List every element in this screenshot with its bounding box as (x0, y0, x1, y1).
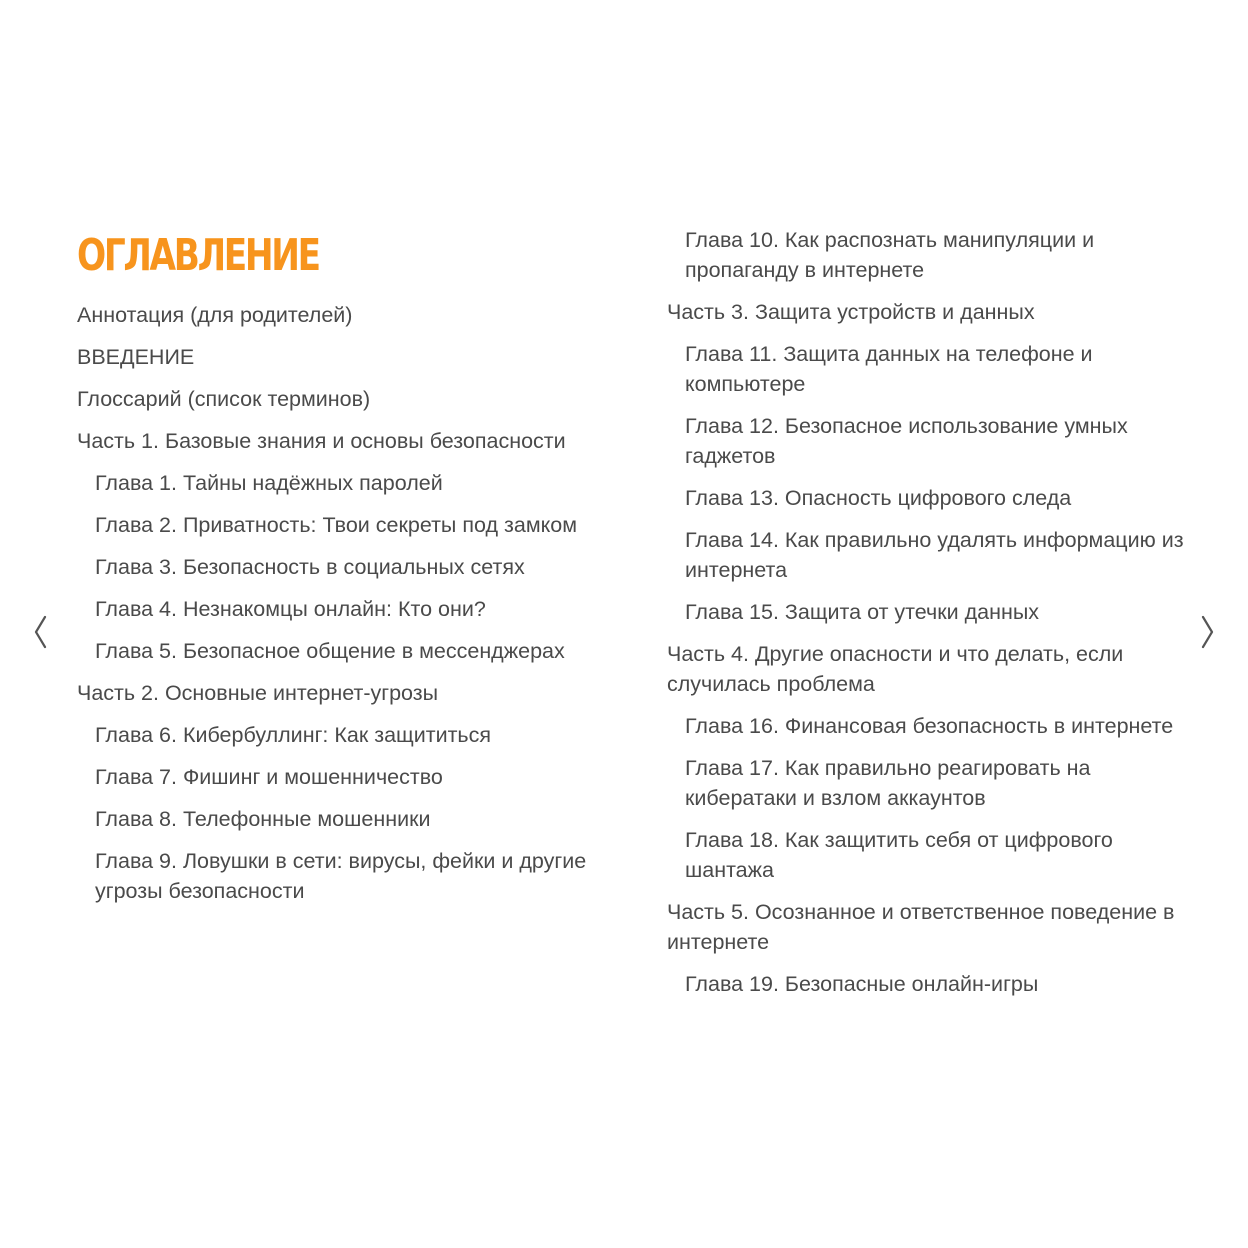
toc-chapter-link[interactable]: Глава 3. Безопасность в социальных сетях (95, 555, 525, 579)
toc-chapter-link[interactable]: Глава 14. Как правильно удалять информацию из интернета (685, 528, 1184, 582)
toc-chapter-link[interactable]: Глава 9. Ловушки в сети: вирусы, фейки и другие угрозы безопасности (95, 849, 587, 903)
toc-chapter-link[interactable]: Глава 8. Телефонные мошенники (95, 807, 431, 831)
toc-chapter-link[interactable]: Глава 2. Приватность: Твои секреты под замком (95, 513, 577, 537)
toc-chapter-link[interactable]: Глава 18. Как защитить себя от цифрового шантажа (685, 828, 1113, 882)
prev-page-button[interactable] (28, 608, 52, 656)
toc-section-link[interactable]: Глоссарий (список терминов) (77, 387, 371, 411)
toc-chapter-link[interactable]: Глава 5. Безопасное общение в мессенджерах (95, 639, 565, 663)
chevron-right-icon (1201, 615, 1215, 649)
toc-section-link[interactable]: Аннотация (для родителей) (77, 303, 353, 327)
toc-list-right (667, 225, 1187, 1011)
toc-chapter-link[interactable]: Глава 17. Как правильно реагировать на кибератаки и взлом аккаунтов (685, 756, 1091, 810)
toc-section-link[interactable]: Часть 2. Основные интернет-угрозы (77, 681, 439, 705)
next-page-button[interactable] (1196, 608, 1220, 656)
toc-chapter-link[interactable]: Глава 10. Как распознать манипуляции и пропаганду в интернете (685, 228, 1095, 282)
toc-chapter-link[interactable]: Глава 16. Финансовая безопасность в интернете (685, 714, 1174, 738)
toc-section-link[interactable]: Часть 4. Другие опасности и что делать, если случилась проблема (667, 642, 1124, 696)
toc-section-link[interactable]: Часть 3. Защита устройств и данных (667, 300, 1035, 324)
page-title: ОГЛАВЛЕНИЕ (77, 230, 319, 281)
toc-chapter-link[interactable]: Глава 7. Фишинг и мошенничество (95, 765, 443, 789)
toc-chapter-link[interactable]: Глава 6. Кибербуллинг: Как защититься (95, 723, 492, 747)
chevron-left-icon (33, 615, 47, 649)
toc-chapter-link[interactable]: Глава 4. Незнакомцы онлайн: Кто они? (95, 597, 486, 621)
toc-section-link[interactable]: Часть 5. Осознанное и ответственное поведение в интернете (667, 900, 1175, 954)
toc-list-left (77, 300, 587, 918)
toc-chapter-link[interactable]: Глава 19. Безопасные онлайн-игры (685, 972, 1039, 996)
toc-section-link[interactable]: Часть 1. Базовые знания и основы безопасности (77, 429, 566, 453)
toc-chapter-link[interactable]: Глава 15. Защита от утечки данных (685, 600, 1040, 624)
toc-chapter-link[interactable]: Глава 12. Безопасное использование умных гаджетов (685, 414, 1128, 468)
toc-chapter-link[interactable]: Глава 1. Тайны надёжных паролей (95, 471, 443, 495)
toc-section-link[interactable]: ВВЕДЕНИЕ (77, 345, 195, 369)
toc-chapter-link[interactable]: Глава 13. Опасность цифрового следа (685, 486, 1072, 510)
toc-chapter-link[interactable]: Глава 11. Защита данных на телефоне и компьютере (685, 342, 1093, 396)
